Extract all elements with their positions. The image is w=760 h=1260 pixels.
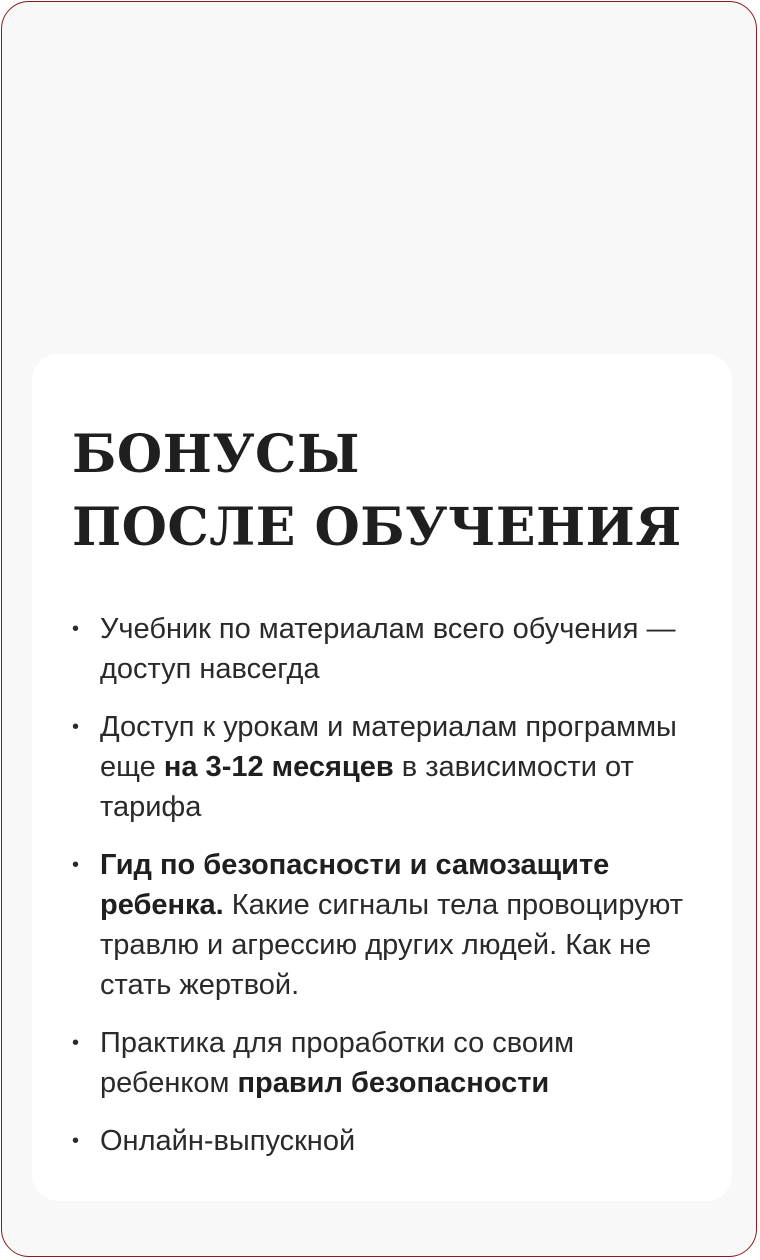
bonus-text: Практика для проработки со своим ребенком bbox=[100, 1027, 575, 1099]
bonus-text-bold: Гид по безопасности и самозащите ребенка. bbox=[100, 849, 610, 921]
outer-card bbox=[1, 1, 757, 1257]
bullet-icon: • bbox=[72, 854, 80, 876]
bonus-text-tail: Какие сигналы тела провоцируют травлю и агрессию других людей. Как не стать жертвой. bbox=[100, 889, 684, 1001]
bonus-text: Учебник по материалам всего обучения — доступ навсегда bbox=[100, 613, 676, 685]
bonus-item-safety-guide bbox=[72, 845, 692, 1005]
bonuses-card bbox=[32, 354, 732, 1201]
bullet-icon: • bbox=[72, 618, 80, 640]
bonus-text: Онлайн-выпускной bbox=[100, 1125, 356, 1157]
bonus-list bbox=[72, 609, 692, 1161]
bonus-item-textbook bbox=[72, 609, 692, 689]
title-line-1: БОНУСЫ bbox=[72, 424, 360, 485]
bullet-icon: • bbox=[72, 716, 80, 738]
bonus-text: Доступ к урокам и материалам программы еще bbox=[100, 711, 677, 783]
bullet-icon: • bbox=[72, 1130, 80, 1152]
bullet-icon: • bbox=[72, 1032, 80, 1054]
bonus-text-bold: на 3-12 месяцев bbox=[163, 751, 394, 783]
bonuses-title bbox=[72, 418, 692, 564]
bonus-item-graduation bbox=[72, 1121, 692, 1161]
bonus-item-access bbox=[72, 707, 692, 827]
title-line-2: ПОСЛЕ ОБУЧЕНИЯ bbox=[72, 497, 682, 558]
bonus-text-bold: правил безопасности bbox=[237, 1067, 550, 1099]
bonus-item-practice bbox=[72, 1023, 692, 1103]
bonus-text-tail: в зависимости от тарифа bbox=[100, 751, 634, 823]
